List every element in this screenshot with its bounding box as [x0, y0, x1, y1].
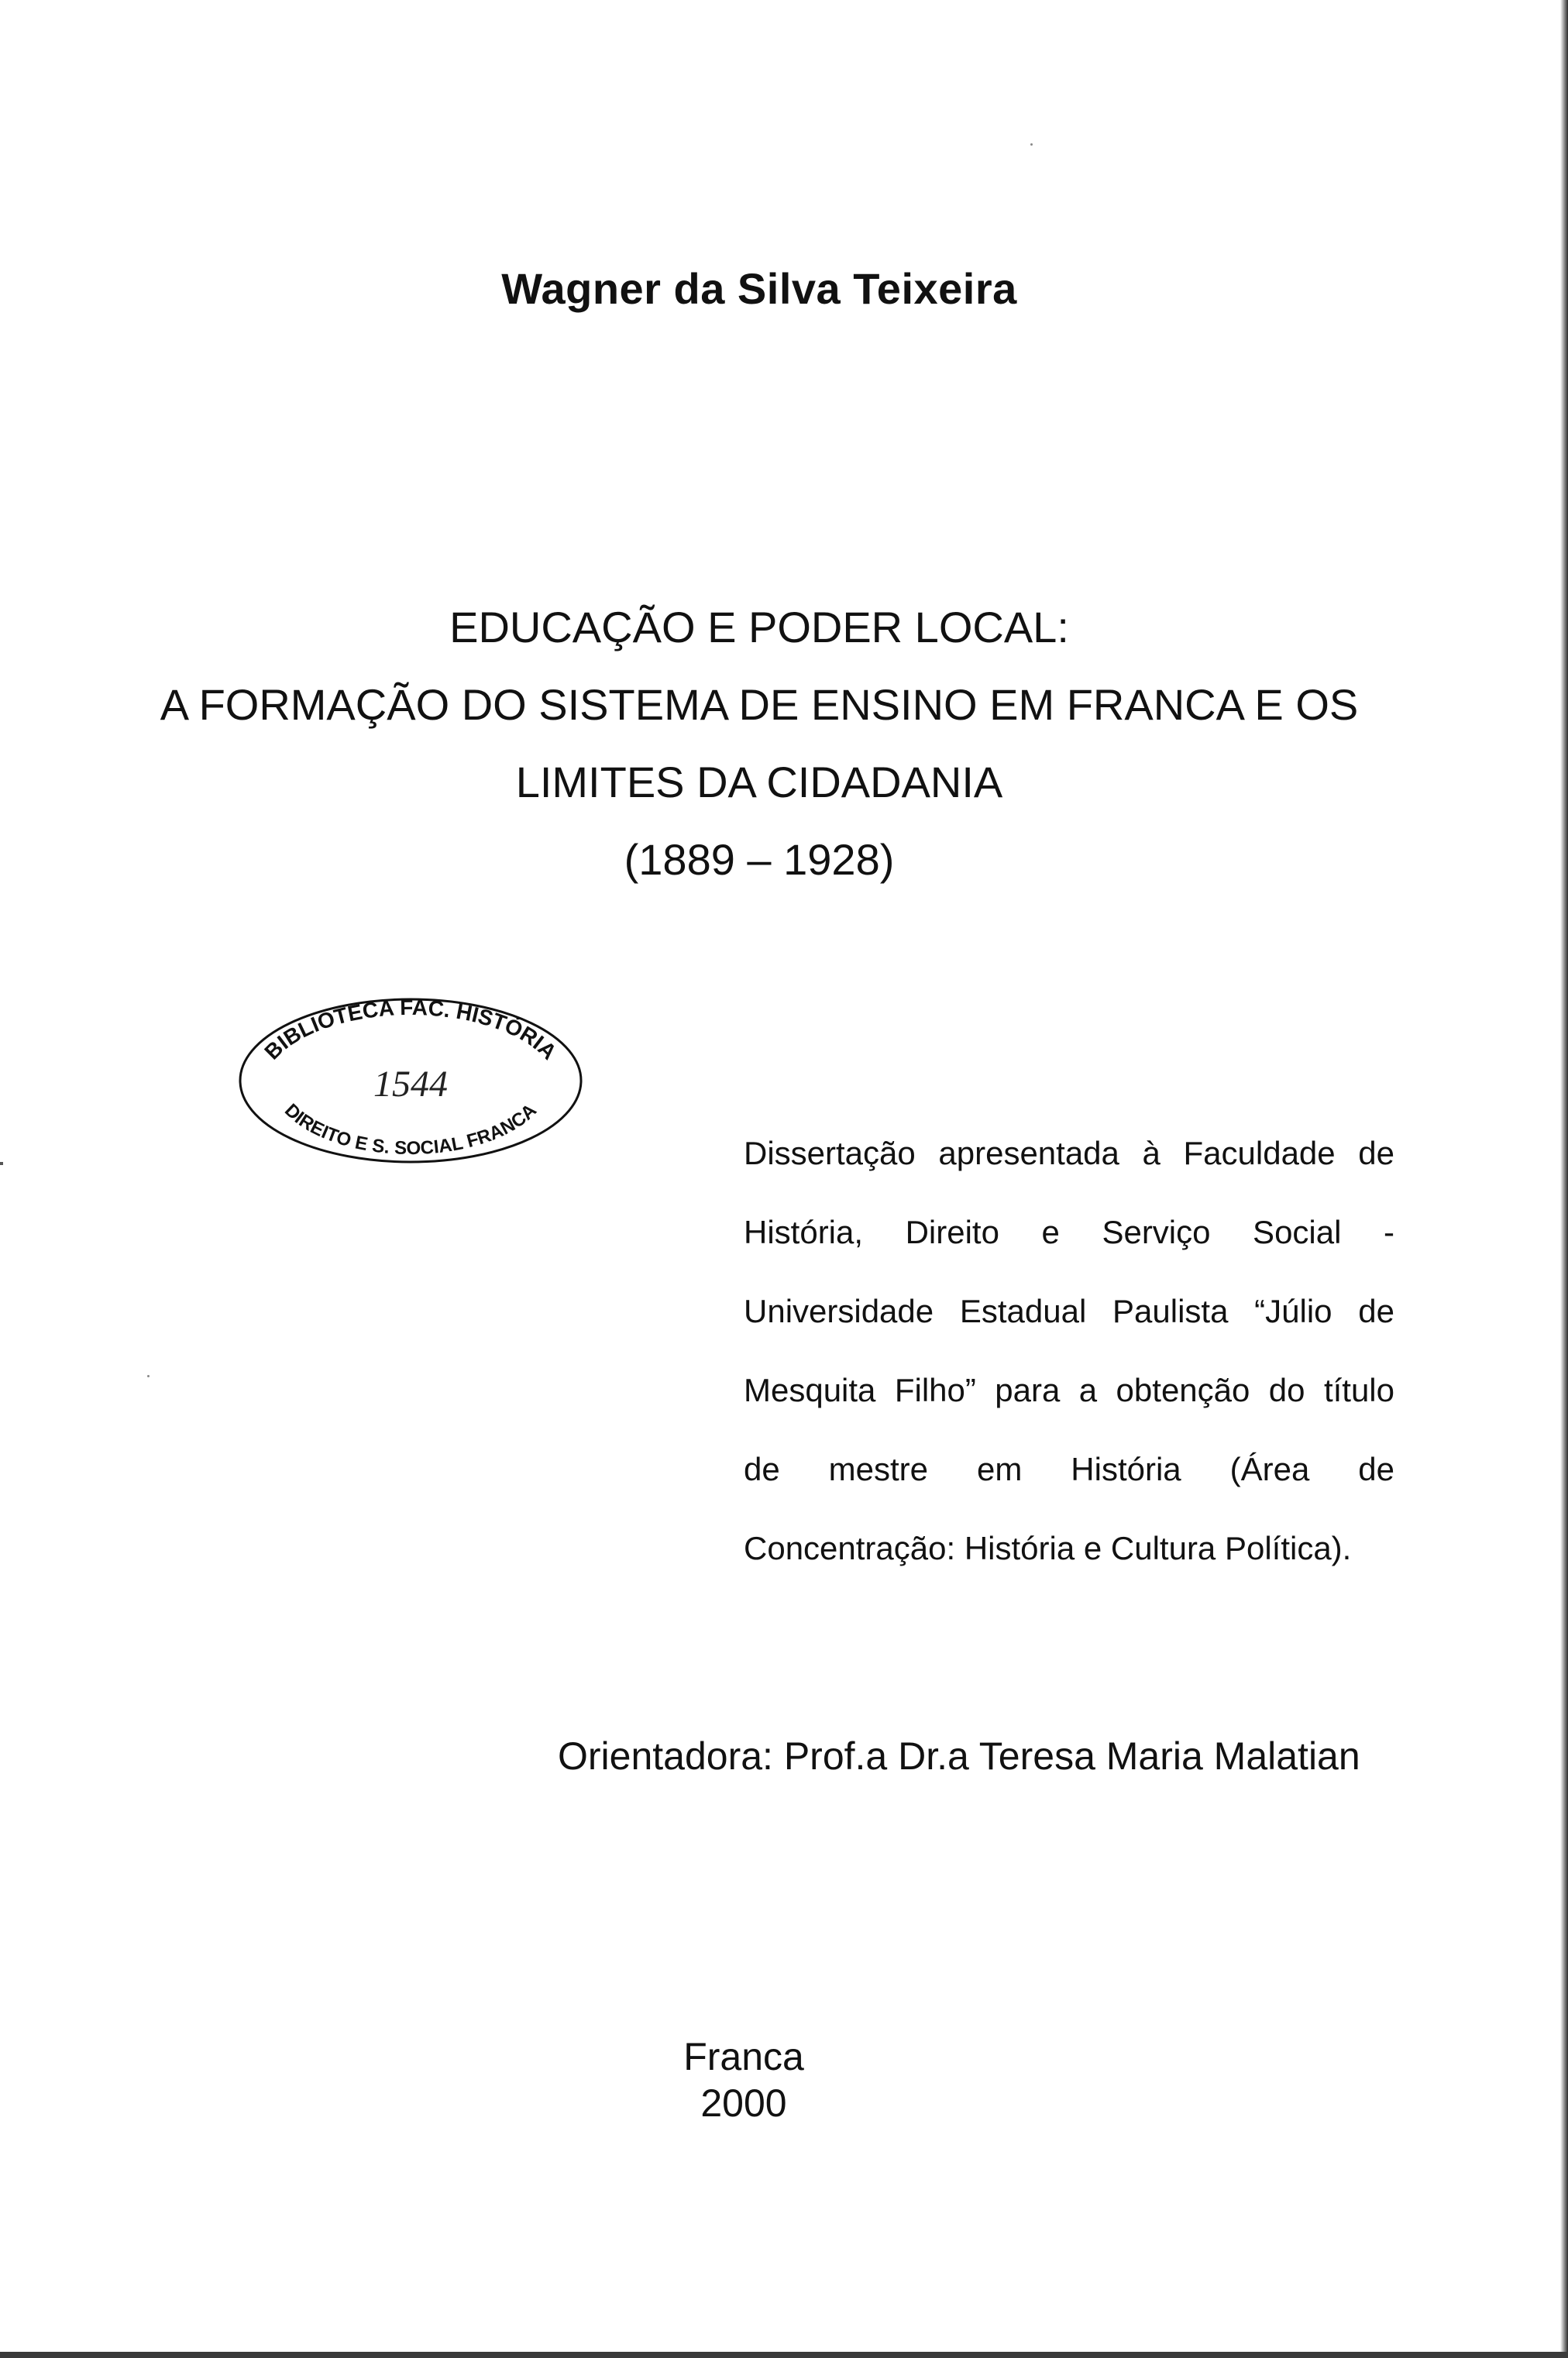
scan-speck	[1030, 143, 1033, 146]
dissertation-line-5: de mestre em História (Área de	[744, 1451, 1394, 1487]
title-line-2: A FORMAÇÃO DO SISTEMA DE ENSINO EM FRANCA E OS	[160, 680, 1359, 729]
dissertation-line-3: Universidade Estadual Paulista “Júlio de	[744, 1293, 1394, 1329]
dissertation-statement	[744, 1114, 1394, 1588]
place-year: 2000	[700, 2081, 787, 2125]
scan-bottom-edge	[0, 2352, 1568, 2358]
stamp-bottom-text: DIREITO E S. SOCIAL FRANCA	[280, 1099, 541, 1160]
stamp-top-text: BIBLIOTECA FAC. HISTÓRIA	[260, 995, 562, 1064]
scan-speck	[147, 1375, 150, 1377]
place-and-year	[0, 2033, 1487, 2126]
dissertation-line-1: Dissertação apresentada à Faculdade de	[744, 1135, 1394, 1171]
place-city: Franca	[683, 2035, 804, 2078]
title-period: (1889 – 1928)	[624, 835, 895, 884]
dissertation-line-6: Concentração: História e Cultura Política).	[744, 1530, 1352, 1566]
thesis-title	[0, 589, 1518, 899]
scan-edge-mark	[0, 1162, 3, 1165]
title-line-1: EDUCAÇÃO E PODER LOCAL:	[449, 603, 1069, 651]
library-stamp	[232, 988, 589, 1174]
title-line-3: LIMITES DA CIDADANIA	[515, 758, 1003, 806]
scan-right-edge	[1560, 0, 1568, 2358]
stamp-number: 1544	[373, 1064, 448, 1105]
dissertation-line-4: Mesquita Filho” para a obtenção do título	[744, 1372, 1394, 1408]
author-name: Wagner da Silva Teixeira	[501, 264, 1017, 313]
advisor-line: Orientadora: Prof.a Dr.a Teresa Maria Malatian	[558, 1734, 1360, 1778]
dissertation-line-2: História, Direito e Serviço Social -	[744, 1214, 1394, 1250]
